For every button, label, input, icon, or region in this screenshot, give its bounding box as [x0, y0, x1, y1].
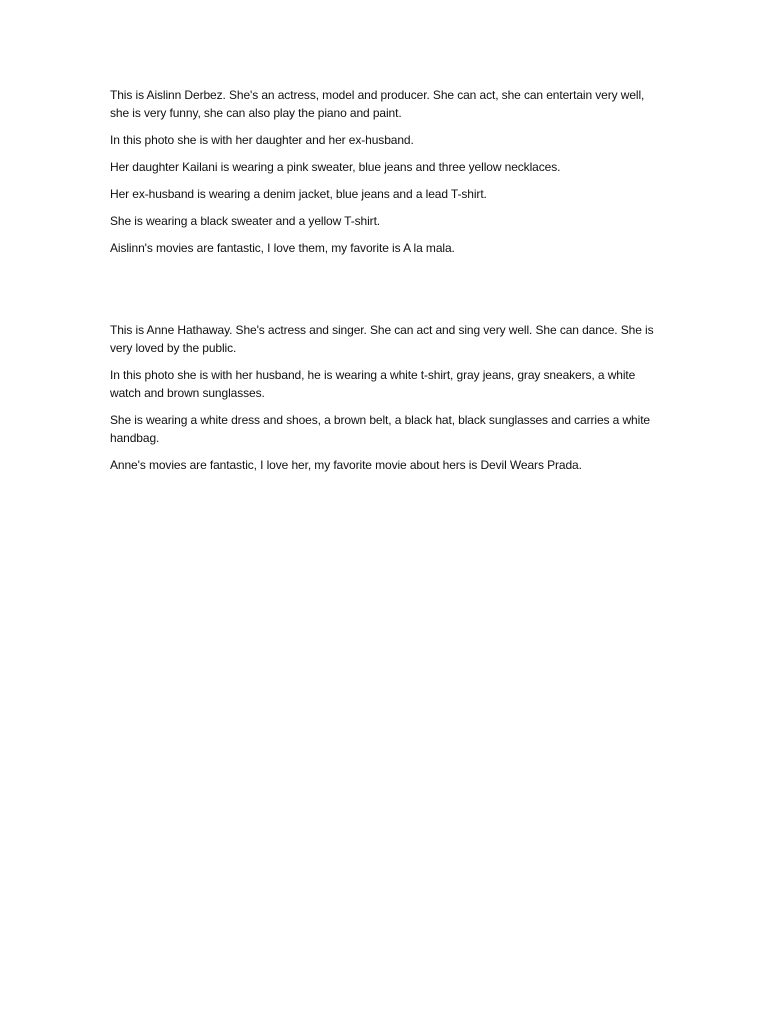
- paragraph-aislinn-movies: Aislinn's movies are fantastic, I love them, my favorite is A la mala.: [110, 241, 455, 255]
- paragraph-anne-intro: This is Anne Hathaway. She's actress and singer. She can act and sing very well. She can dance. She is very loved by the public.: [110, 323, 654, 355]
- paragraph-anne-movies: Anne's movies are fantastic, I love her, my favorite movie about hers is Devil Wears Prada.: [110, 458, 582, 472]
- paragraph-aislinn-intro: This is Aislinn Derbez. She's an actress, model and producer. She can act, she can entertain very well, she is very funny, she can also play the piano and paint.: [110, 88, 645, 120]
- anne-hathaway-section: [110, 321, 658, 483]
- paragraph-anne-outfit: She is wearing a white dress and shoes, a brown belt, a black hat, black sunglasses and carries a white handbag.: [110, 413, 651, 445]
- paragraph-aislinn-photo: In this photo she is with her daughter and her ex-husband.: [110, 133, 414, 147]
- paragraph-ex-husband-outfit: Her ex-husband is wearing a denim jacket, blue jeans and a lead T-shirt.: [110, 187, 487, 201]
- paragraph-aislinn-outfit: She is wearing a black sweater and a yellow T-shirt.: [110, 214, 381, 228]
- aislinn-derbez-section: [110, 86, 658, 266]
- paragraph-husband-outfit: In this photo she is with her husband, he is wearing a white t-shirt, gray jeans, gray sneakers, a white watch and brown sunglasses.: [110, 368, 636, 400]
- paragraph-daughter-outfit: Her daughter Kailani is wearing a pink sweater, blue jeans and three yellow necklaces.: [110, 160, 561, 174]
